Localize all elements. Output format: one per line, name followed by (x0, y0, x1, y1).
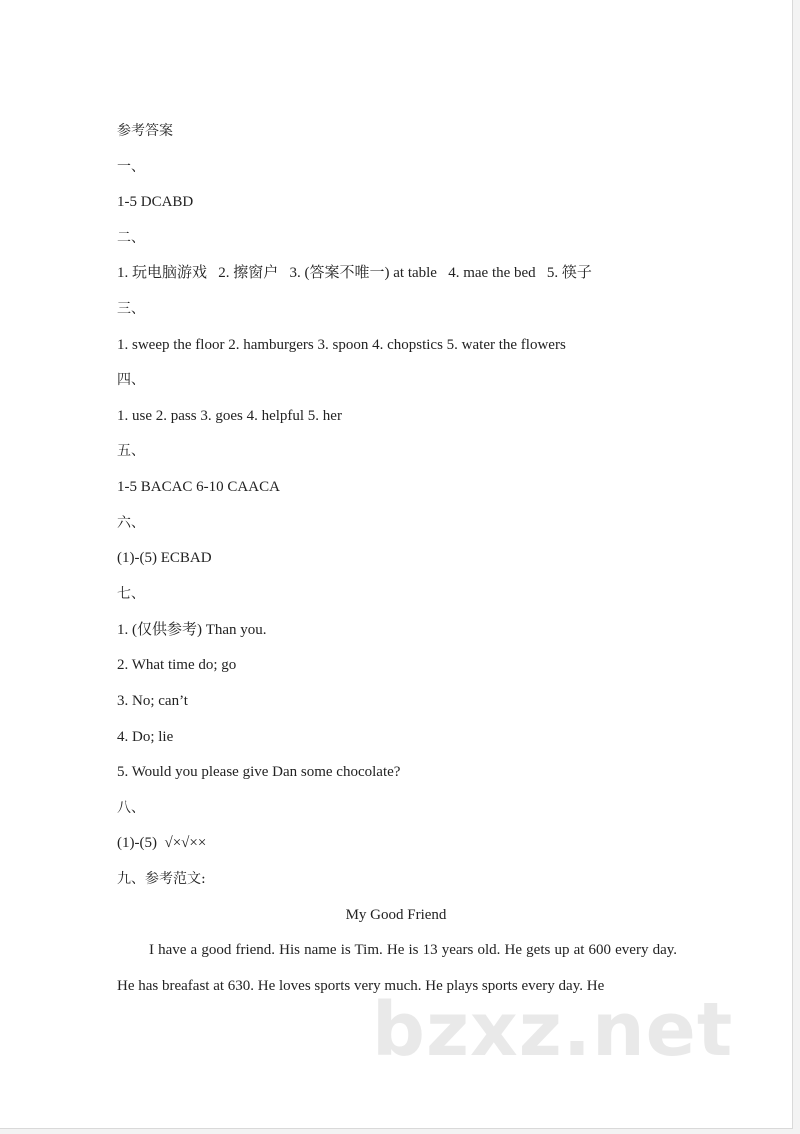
section-7-answer-2: 2. What time do; go (117, 657, 237, 673)
heading: 参考答案 (117, 123, 173, 139)
section-8-label: 八、 (117, 800, 145, 816)
section-4-answer: 1. use 2. pass 3. goes 4. helpful 5. her (117, 408, 342, 424)
section-7-label: 七、 (117, 586, 145, 602)
section-2-label: 二、 (117, 230, 145, 246)
essay-title: My Good Friend (345, 907, 447, 923)
section-5-answer: 1-5 BACAC 6-10 CAACA (117, 479, 280, 495)
section-7-answer-3: 3. No; can’t (117, 693, 188, 709)
section-5-label: 五、 (117, 443, 145, 459)
section-3-answer: 1. sweep the floor 2. hamburgers 3. spoon 4. chopstics 5. water the flowers (117, 337, 566, 353)
essay-body: I have a good friend. His name is Tim. He is 13 years old. He gets up at 600 every day. He has breafast at 630. He loves sports very much. He plays sports every day. He (117, 942, 677, 994)
section-9-label: 九、参考范文: (117, 871, 206, 887)
section-6-label: 六、 (117, 515, 145, 531)
section-3-label: 三、 (117, 301, 145, 317)
section-6-answer: (1)-(5) ECBAD (117, 550, 212, 566)
watermark-logo: bzxz.net (372, 987, 734, 1073)
section-7-answer-4: 4. Do; lie (117, 729, 174, 745)
section-1-answer: 1-5 DCABD (117, 194, 194, 210)
section-7-answer-5: 5. Would you please give Dan some chocolate? (117, 764, 401, 780)
section-8-answer: (1)-(5) √×√×× (117, 835, 207, 851)
section-7-answer-1: 1. (仅供参考) Than you. (117, 622, 267, 638)
section-1-label: 一、 (117, 159, 145, 175)
section-2-answer: 1. 玩电脑游戏 2. 擦窗户 3. (答案不唯一) at table 4. mae the bed 5. 筷子 (117, 265, 592, 281)
section-4-label: 四、 (117, 372, 145, 388)
